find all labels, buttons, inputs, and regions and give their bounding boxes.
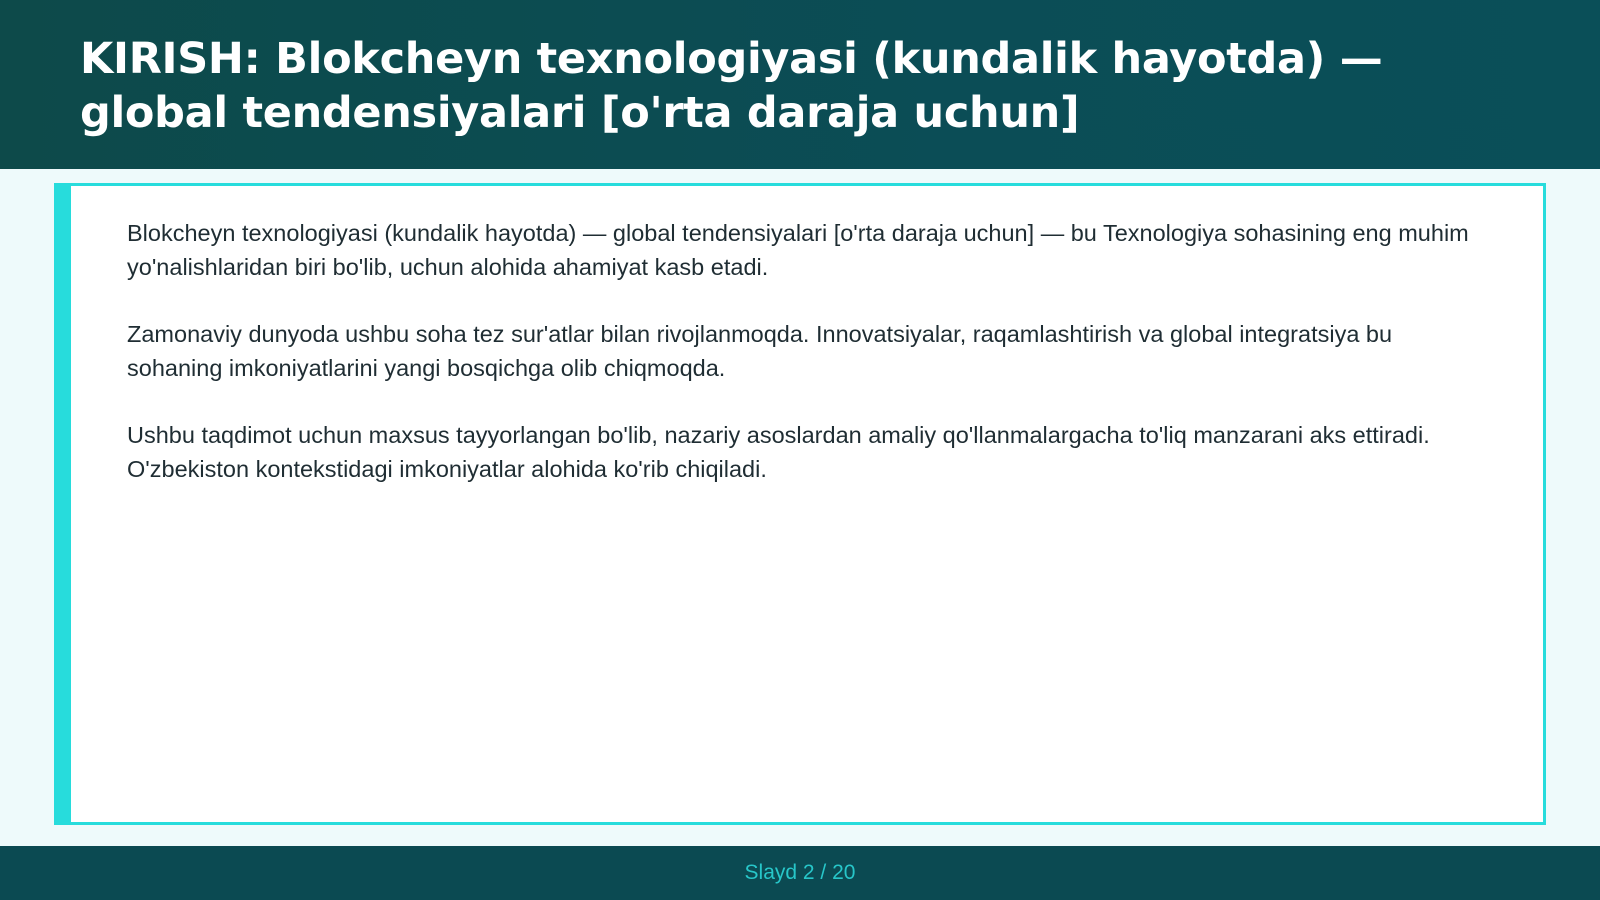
slide-header [0,0,1600,169]
slide-footer [0,846,1600,900]
slide-counter: Slayd 2 / 20 [744,861,856,884]
content-card [54,183,1546,825]
paragraph-modern-world: Zamonaviy dunyoda ushbu soha tez sur'atlar bilan rivojlanmoqda. Innovatsiyalar, raqamlashtirish va global integratsiya bu sohaning imkoniyatlarini yangi bosqichga olib chiqmoqda. [127,321,1393,381]
slide-title: KIRISH: Blokcheyn texnologiyasi (kundalik hayotda) — global tendensiyalari [o'rta daraja uchun] [80,34,1383,138]
paragraph-intro: Blokcheyn texnologiyasi (kundalik hayotda) — global tendensiyalari [o'rta daraja uchun] — bu Texnologiya sohasining eng muhim yo'nalishlaridan biri bo'lib, uchun alohida ahamiyat kasb etadi. [127,220,1469,280]
paragraph-presentation-scope: Ushbu taqdimot uchun maxsus tayyorlangan bo'lib, nazariy asoslardan amaliy qo'llanmalargacha to'liq manzarani aks ettiradi. O'zbekiston kontekstidagi imkoniyatlar alohida ko'rib chiqiladi. [127,422,1430,482]
